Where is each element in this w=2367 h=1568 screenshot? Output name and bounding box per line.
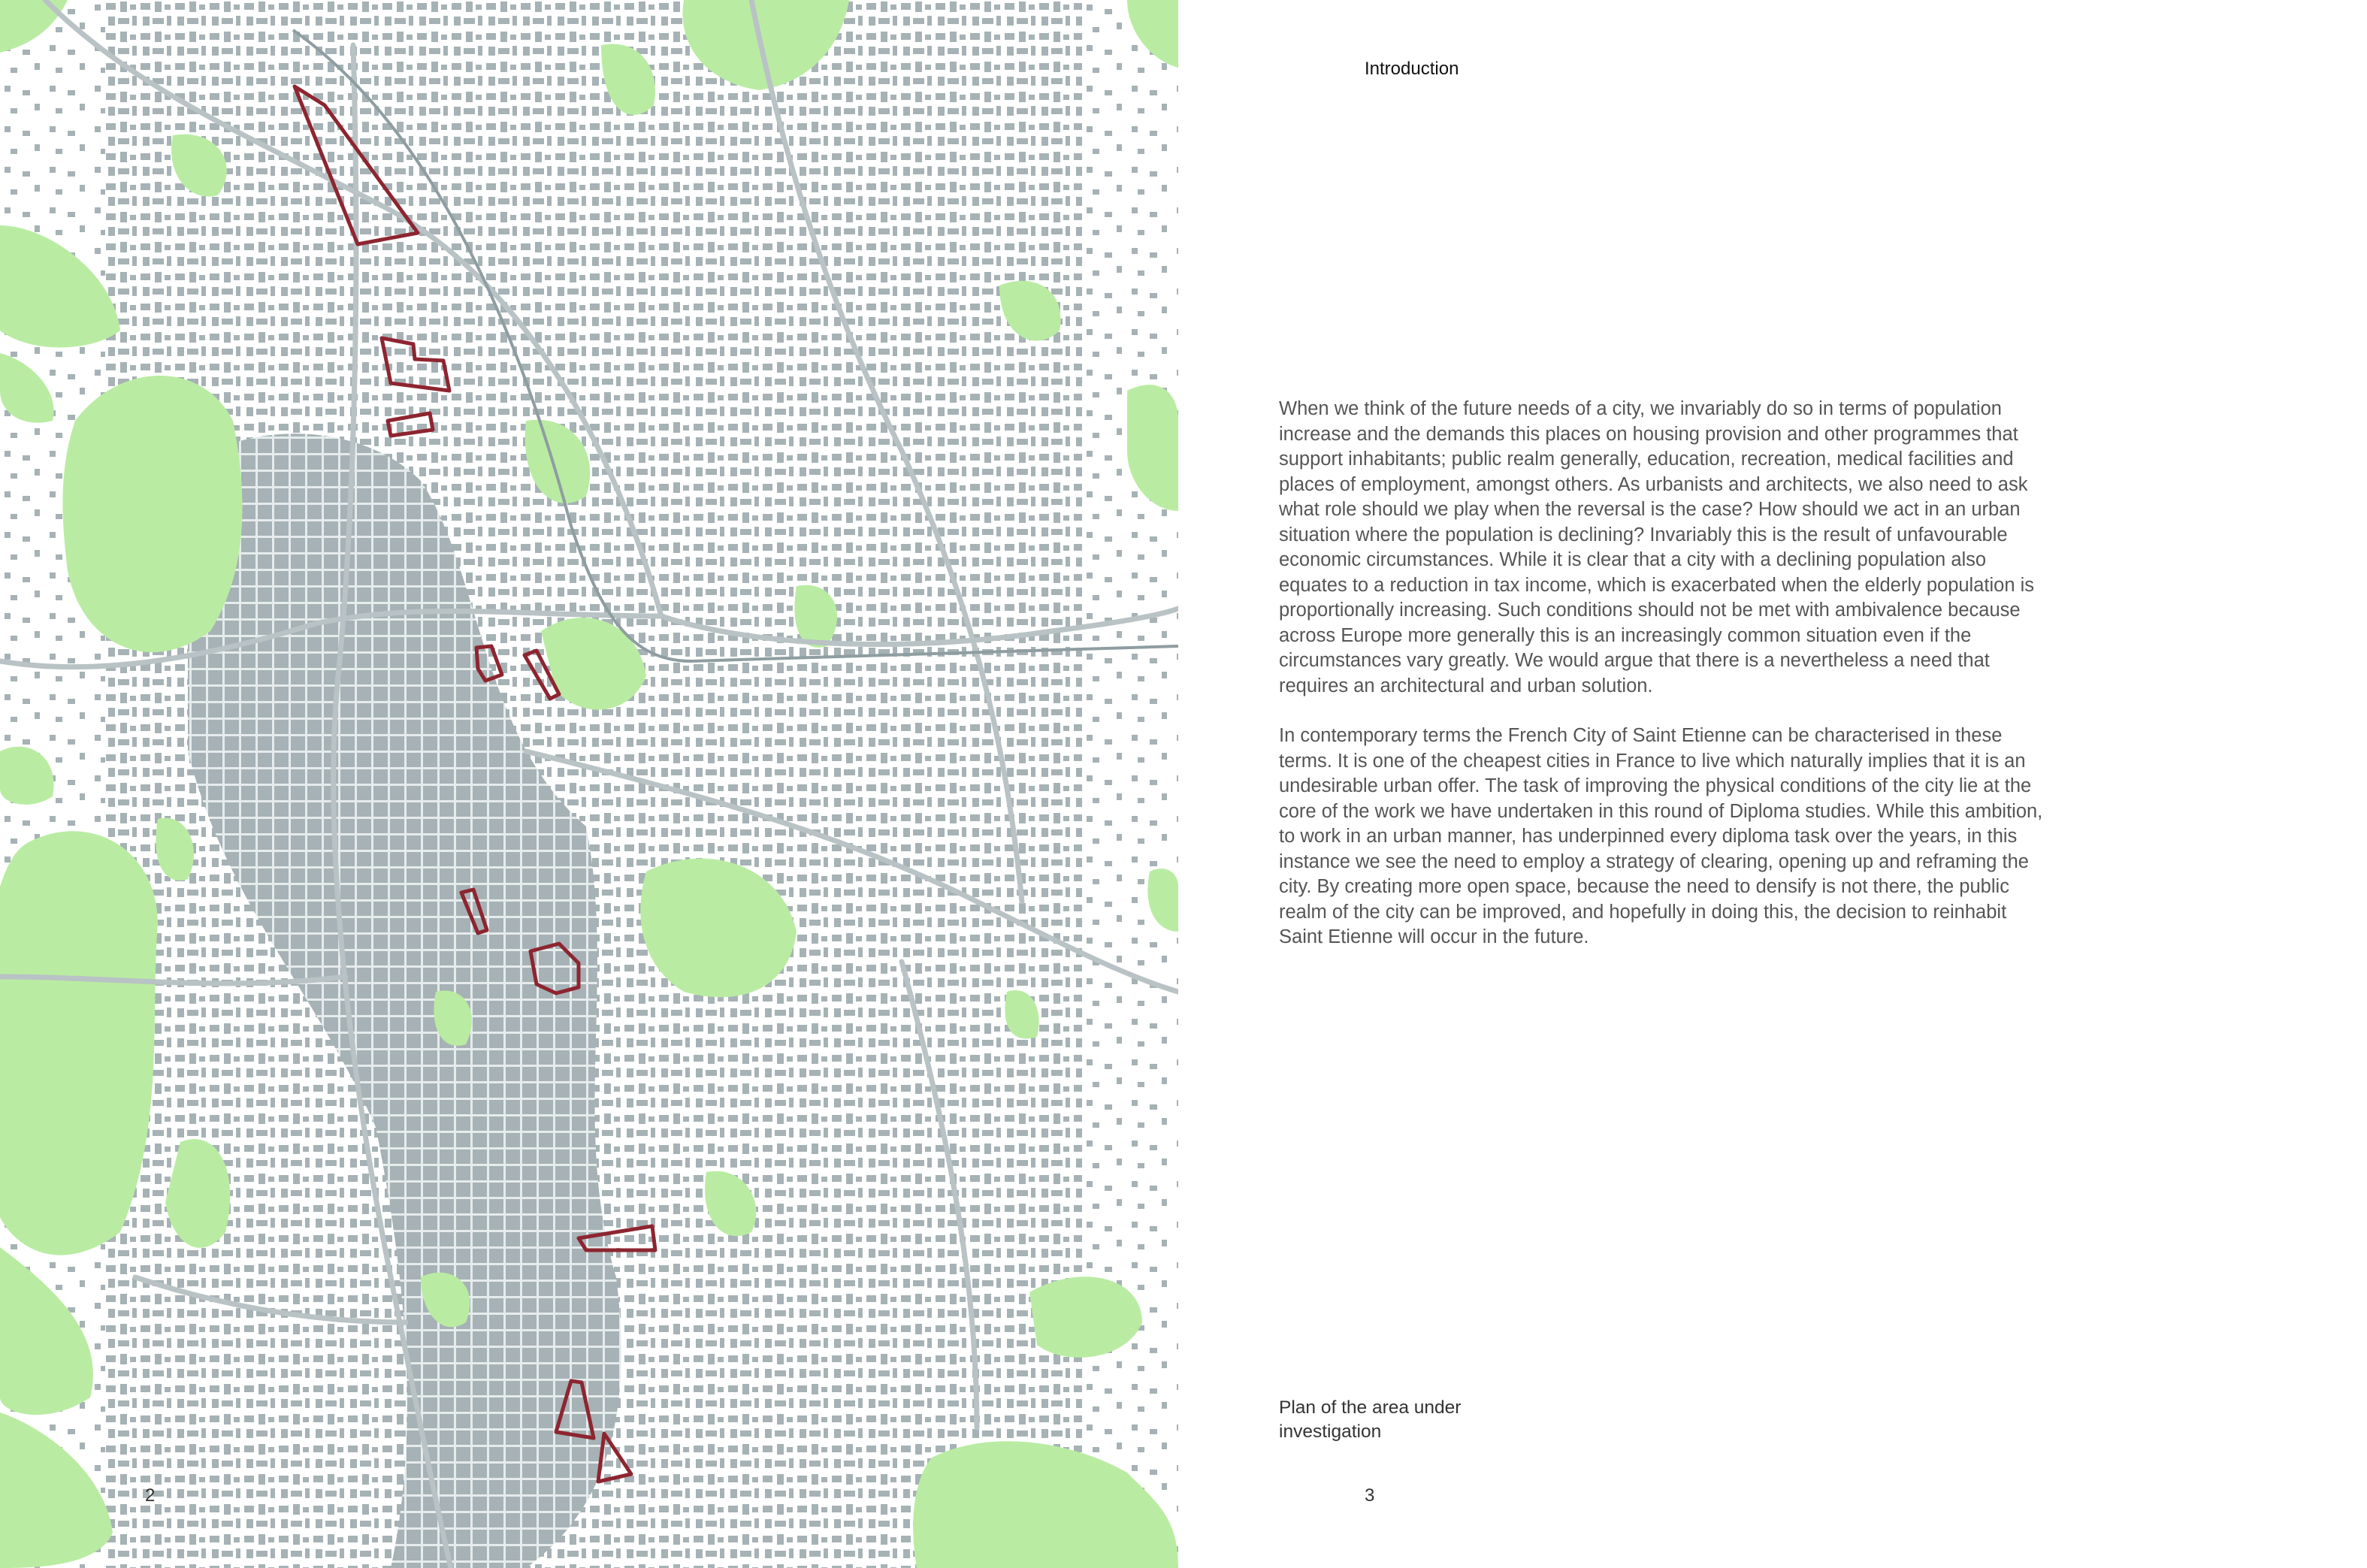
page-number-left: 2 — [145, 1485, 156, 1506]
introduction-text — [1279, 397, 2045, 975]
page-number-right: 3 — [1365, 1485, 1375, 1506]
map-base — [0, 0, 1178, 1568]
right-page — [1178, 0, 2367, 1568]
city-plan-map — [0, 0, 1178, 1568]
paragraph: In contemporary terms the French City of Saint Etienne can be characterised in these terms. It is one of the cheapest cities in France to live which naturally implies that it is an undesirable urban offer. The task of improving the physical conditions of the city lie at the core of the work we have undertaken in this round of Diploma studies. While this ambition, to work in an urban manner, has underpinned every diploma task over the years, in this instance we see the need to employ a strategy of clearing, opening up and reframing the city. By creating more open space, because the need to densify is not there, the public realm of the city can be improved, and hopefully in doing this, the decision to reinhabit Saint Etienne will occur in the future. — [1279, 725, 2043, 947]
left-page — [0, 0, 1178, 1568]
map-caption: Plan of the area under investigation — [1279, 1397, 1462, 1442]
paragraph: When we think of the future needs of a city, we invariably do so in terms of population increase and the demands this places on housing provision and other programmes that support inhabitants; public realm generally, education, recreation, medical facilities and places of employment, amongst others. As urbanists and architects, we also need to ask what role should we play when the reversal is the case? How should we act in an urban situation where the population is declining? Invariably this is the result of unfavourable economic circumstances. While it is clear that a city with a declining population also equates to a reduction in tax income, which is exacerbated when the elderly population is proportionally increasing. Such conditions should not be met with ambivalence because across Europe more generally this is an increasingly common situation even if the circumstances vary greatly. We would argue that there is a nevertheless a need that requires an architectural and urban solution. — [1279, 398, 2035, 696]
section-heading: Introduction — [1365, 59, 1459, 79]
